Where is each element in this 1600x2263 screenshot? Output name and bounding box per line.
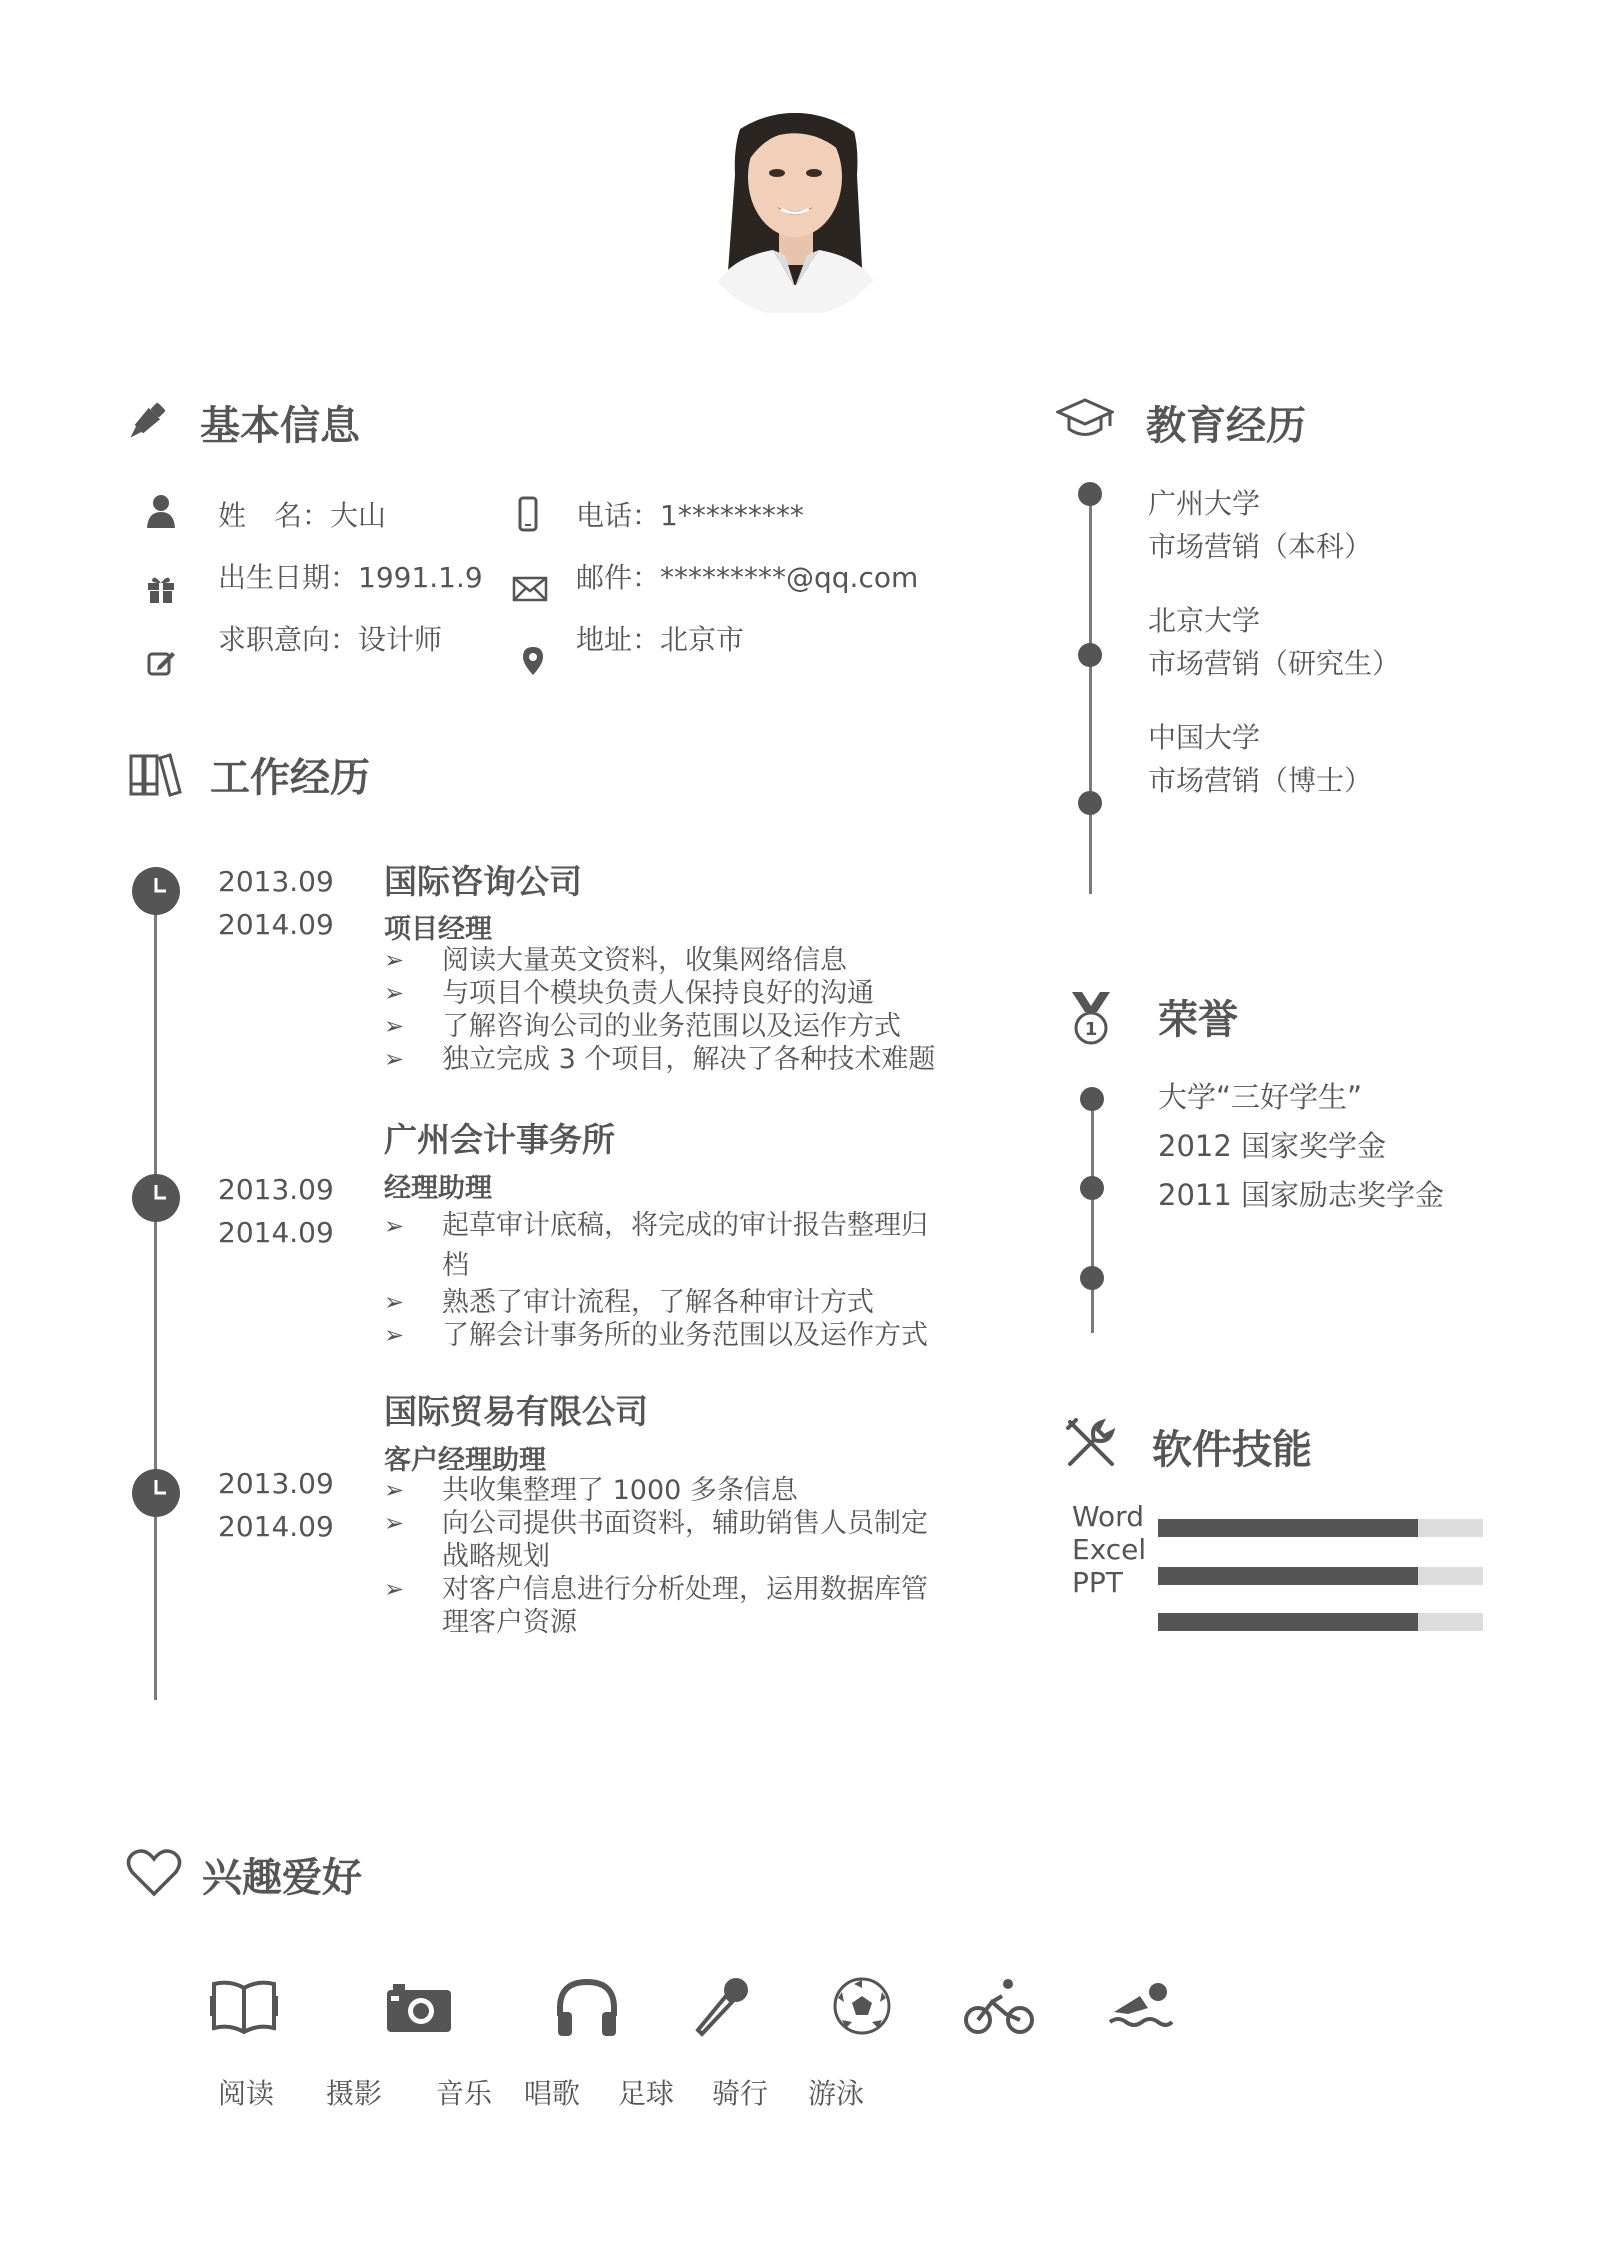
list-item: ➢ 共收集整理了 1000 多条信息 [384, 1475, 798, 1506]
skill-bar [1158, 1567, 1483, 1585]
list-item: 战略规划 [442, 1541, 550, 1572]
skill-label: PPT [1072, 1566, 1123, 1599]
name-field: 姓 名：大山 [218, 499, 387, 532]
list-item: ➢ 了解咨询公司的业务范围以及运作方式 [384, 1011, 901, 1042]
skill-label: Excel [1072, 1533, 1147, 1566]
education-timeline-line [1089, 494, 1092, 894]
work-role: 项目经理 [384, 914, 492, 945]
profile-photo [695, 55, 895, 313]
work-date-start: 2013.09 [218, 1173, 334, 1206]
section-title-hobbies: 兴趣爱好 [202, 1855, 362, 1901]
phone-icon [518, 496, 538, 532]
education-school: 北京大学 [1148, 604, 1261, 637]
education-major: 市场营销（研究生） [1148, 647, 1401, 680]
work-date-start: 2013.09 [218, 1467, 334, 1500]
section-title-honors: 荣誉 [1158, 997, 1238, 1043]
heart-icon [126, 1848, 182, 1898]
hobby-label: 足球 [618, 2077, 675, 2110]
list-item: ➢ 对客户信息进行分析处理，运用数据库管 [384, 1574, 928, 1605]
section-title-work: 工作经历 [210, 755, 370, 801]
work-bullets [384, 1206, 984, 1352]
work-date-end: 2014.09 [218, 908, 334, 941]
education-major: 市场营销（本科） [1148, 530, 1373, 563]
tools-icon [1064, 1416, 1118, 1470]
mail-icon [512, 576, 548, 602]
bicycle-icon [964, 1976, 1034, 2036]
skill-bar [1158, 1519, 1483, 1537]
work-date-end: 2014.09 [218, 1216, 334, 1249]
work-role: 客户经理助理 [384, 1445, 546, 1476]
work-company: 广州会计事务所 [384, 1120, 615, 1159]
timeline-dot [1080, 1266, 1104, 1290]
work-company: 国际咨询公司 [384, 862, 582, 901]
work-date-end: 2014.09 [218, 1510, 334, 1543]
timeline-dot [1080, 1087, 1104, 1111]
book-icon [208, 1976, 280, 2036]
clock-icon [131, 1173, 181, 1223]
pen-icon [122, 398, 170, 446]
birth-field: 出生日期：1991.1.9 [218, 561, 483, 594]
list-item: ➢ 与项目个模块负责人保持良好的沟通 [384, 978, 874, 1009]
hobby-label: 阅读 [218, 2077, 275, 2110]
phone-field: 电话：1********* [576, 499, 804, 532]
clock-icon [131, 866, 181, 916]
work-company: 国际贸易有限公司 [384, 1392, 648, 1431]
work-timeline-line [154, 880, 157, 1700]
camera-icon [385, 1982, 453, 2034]
hobby-label: 游泳 [808, 2077, 865, 2110]
honors-timeline-line [1091, 1088, 1094, 1333]
intent-field: 求职意向：设计师 [218, 623, 443, 656]
skill-label: Word [1072, 1500, 1144, 1533]
work-date-start: 2013.09 [218, 865, 334, 898]
swimming-icon [1108, 1978, 1174, 2034]
honor-item: 2011 国家励志奖学金 [1158, 1178, 1445, 1212]
education-major: 市场营销（博士） [1148, 764, 1373, 797]
skill-bar-fill [1158, 1519, 1418, 1537]
microphone-icon [692, 1976, 752, 2038]
honor-item: 大学“三好学生” [1158, 1080, 1363, 1114]
medal-icon [1068, 990, 1114, 1046]
person-icon [146, 494, 176, 528]
education-school: 广州大学 [1148, 487, 1261, 520]
section-title-skills: 软件技能 [1152, 1427, 1312, 1473]
headphones-icon [554, 1976, 620, 2038]
graduation-cap-icon [1056, 398, 1114, 438]
work-role: 经理助理 [384, 1173, 492, 1204]
work-bullets [384, 944, 984, 1076]
skill-bar [1158, 1613, 1483, 1631]
location-pin-icon [522, 646, 544, 676]
list-item: ➢ 向公司提供书面资料，辅助销售人员制定 [384, 1508, 928, 1539]
section-title-education: 教育经历 [1146, 403, 1306, 449]
gift-icon [146, 574, 176, 604]
clock-icon [131, 1468, 181, 1518]
list-item: ➢ 阅读大量英文资料，收集网络信息 [384, 945, 847, 976]
svg-text:1: 1 [1084, 1019, 1098, 1040]
email-field: 邮件：*********@qq.com [576, 561, 919, 594]
list-item: ➢ 起草审计底稿，将完成的审计报告整理归 [384, 1210, 928, 1241]
skill-bar-fill [1158, 1613, 1418, 1631]
timeline-dot [1080, 1176, 1104, 1200]
timeline-dot [1078, 643, 1102, 667]
timeline-dot [1078, 482, 1102, 506]
section-title-basic-info: 基本信息 [200, 403, 360, 449]
hobby-label: 摄影 [326, 2077, 383, 2110]
hobby-label: 音乐 [436, 2077, 493, 2110]
timeline-dot [1078, 791, 1102, 815]
hobby-label: 骑行 [712, 2077, 769, 2110]
list-item: 档 [442, 1250, 469, 1281]
list-item: ➢ 了解会计事务所的业务范围以及运作方式 [384, 1320, 928, 1351]
honor-item: 2012 国家奖学金 [1158, 1129, 1387, 1163]
soccer-ball-icon [832, 1976, 892, 2036]
books-icon [128, 752, 182, 798]
address-field: 地址：北京市 [576, 623, 745, 656]
skill-bar-fill [1158, 1567, 1418, 1585]
list-item: ➢ 熟悉了审计流程，了解各种审计方式 [384, 1287, 874, 1318]
work-bullets [384, 1474, 984, 1639]
hobby-label: 唱歌 [524, 2077, 581, 2110]
list-item: 理客户资源 [442, 1607, 577, 1638]
education-school: 中国大学 [1148, 721, 1261, 754]
list-item: ➢ 独立完成 3 个项目，解决了各种技术难题 [384, 1044, 936, 1075]
edit-icon [146, 648, 176, 678]
